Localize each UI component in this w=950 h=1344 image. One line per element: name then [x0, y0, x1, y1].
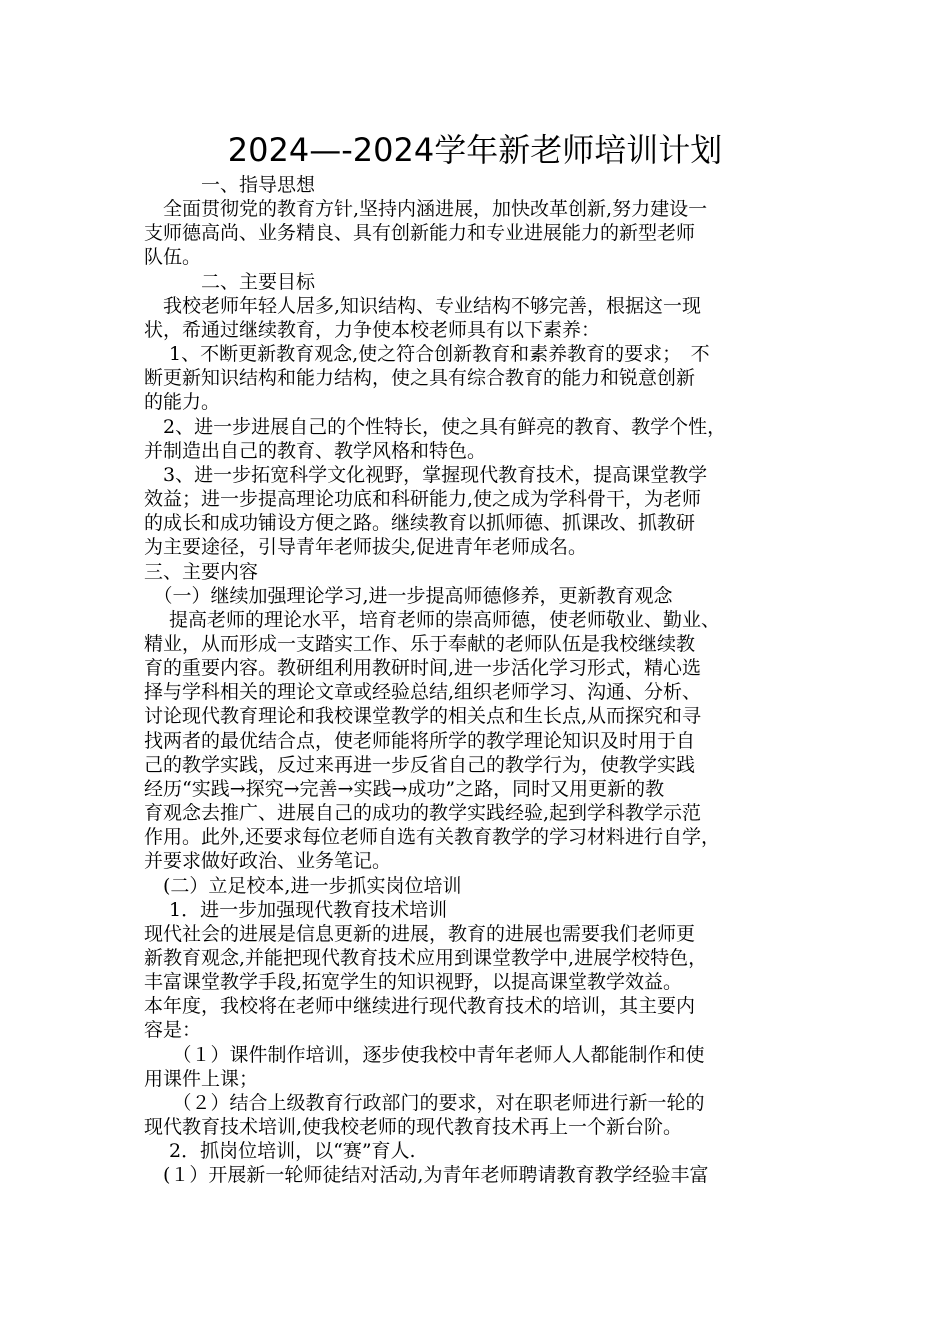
- text-line: 提高老师的理论水平，培育老师的崇高师德，使老师敬业、勤业、: [144, 608, 721, 631]
- text-line: 1．进一步加强现代教育技术培训: [144, 898, 448, 921]
- text-line: 丰富课堂教学手段,拓宽学生的知识视野，以提高课堂教学效益。: [144, 971, 683, 994]
- text-line: 用课件上课；: [144, 1067, 259, 1090]
- text-line: 作用。此外,还要求每位老师自选有关教育教学的学习材料进行自学，: [144, 826, 721, 849]
- text-line: 容是：: [144, 1019, 202, 1042]
- text-line: 支师德高尚、业务精良、具有创新能力和专业进展能力的新型老师: [144, 222, 696, 245]
- text-line: 己的教学实践，反过来再进一步反省自己的教学行为，使教学实践: [144, 753, 696, 776]
- text-line: 断更新知识结构和能力结构，使之具有综合教育的能力和锐意创新: [144, 367, 696, 390]
- text-line: 讨论现代教育理论和我校课堂教学的相关点和生长点,从而探究和寻: [144, 705, 702, 728]
- text-line: 新教育观念,并能把现代教育技术应用到课堂教学中,进展学校特色，: [144, 947, 708, 969]
- text-line: 育观念去推广、进展自己的成功的教学实践经验,起到学科教学示范: [144, 802, 702, 825]
- text-line: (１）开展新一轮师徒结对活动,为青年老师聘请教育教学经验丰富: [144, 1164, 709, 1187]
- text-line: 队伍。: [144, 246, 202, 269]
- text-line: （２）结合上级教育行政部门的要求，对在职老师进行新一轮的: [144, 1091, 705, 1114]
- text-line: 三、主要内容: [144, 560, 259, 583]
- text-line: 一、指导思想: [144, 174, 316, 196]
- text-line: 精业，从而形成一支踏实工作、乐于奉献的老师队伍是我校继续教: [144, 632, 696, 655]
- text-line: （１）课件制作培训，逐步使我校中青年老师人人都能制作和使: [144, 1043, 705, 1066]
- text-line: 效益；进一步提高理论功底和科研能力,使之成为学科骨干，为老师: [144, 488, 702, 511]
- text-line: 现代社会的进展是信息更新的进展，教育的进展也需要我们老师更: [144, 922, 696, 945]
- text-line: 择与学科相关的理论文章或经验总结,组织老师学习、沟通、分析、: [144, 681, 702, 704]
- text-line: 全面贯彻党的教育方针,坚持内涵进展，加快改革创新,努力建设一: [144, 198, 708, 221]
- text-line: 并制造出自己的教育、教学风格和特色。: [144, 439, 487, 462]
- document-body: [144, 173, 812, 1188]
- text-line: 经历“实践→探究→完善→实践→成功”之路，同时又用更新的教: [144, 777, 665, 800]
- text-line: 现代教育技术培训,使我校老师的现代教育技术再上一个新台阶。: [144, 1116, 683, 1139]
- document-title: 2024—-2024学年新老师培训计划: [227, 131, 723, 169]
- text-line: 找两者的最优结合点，使老师能将所学的教学理论知识及时用于自: [144, 729, 696, 752]
- text-line: 为主要途径，引导青年老师拔尖,促进青年老师成名。: [144, 536, 588, 559]
- text-line: 状，希通过继续教育，力争使本校老师具有以下素养：: [144, 318, 601, 341]
- text-line: 的成长和成功铺设方便之路。继续教育以抓师德、抓课改、抓教研: [144, 512, 696, 535]
- text-line: 二、主要目标: [144, 270, 316, 293]
- text-line: 3、进一步拓宽科学文化视野，掌握现代教育技术，提高课堂教学: [144, 463, 708, 486]
- text-line: 1、不断更新教育观念,使之符合创新教育和素养教育的要求； 不: [144, 343, 710, 366]
- text-line: (二）立足校本,进一步抓实岗位培训: [144, 874, 462, 897]
- text-line: 2．抓岗位培训，以“赛”育人.: [144, 1140, 416, 1163]
- text-line: 育的重要内容。教研组利用教研时间,进一步活化学习形式，精心选: [144, 657, 702, 680]
- text-line: 我校老师年轻人居多,知识结构、专业结构不够完善，根据这一现: [144, 294, 702, 317]
- text-line: 的能力。: [144, 391, 221, 414]
- text-line: 2、进一步进展自己的个性特长，使之具有鲜亮的教育、教学个性，: [144, 415, 727, 438]
- text-line: 本年度，我校将在老师中继续进行现代教育技术的培训，其主要内: [144, 995, 696, 1018]
- text-line: （一）继续加强理论学习,进一步提高师德修养，更新教育观念: [144, 584, 673, 607]
- text-line: 并要求做好政治、业务笔记。: [144, 850, 392, 873]
